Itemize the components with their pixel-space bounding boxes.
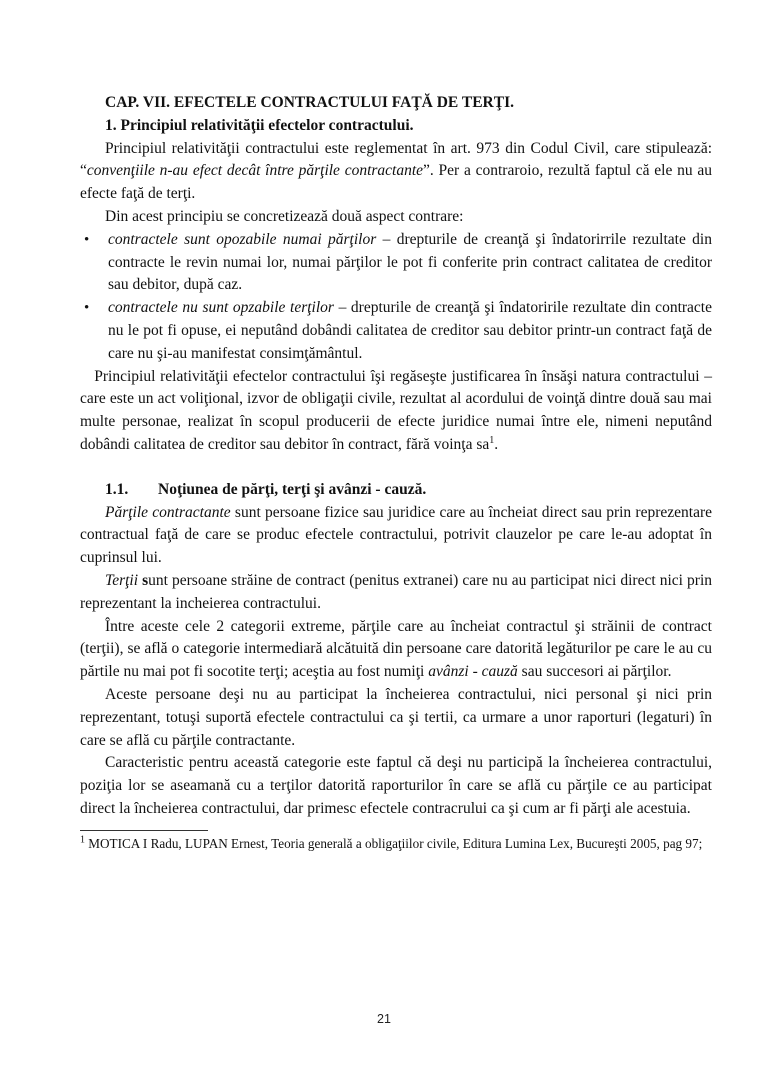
chapter-title: CAP. VII. EFECTELE CONTRACTULUI FAŢĂ DE TERŢI.	[105, 94, 514, 111]
paragraph-4-text: sunt persoane fizice sau juridice care au încheiat direct sau prin reprezentare contractual faţă de care se produc efectele contractului, potrivit clauzelor pe care le-au adoptat în cuprinsul lui.	[80, 503, 713, 567]
section-1-title: 1. Principiul relativităţii efectelor contractului.	[105, 116, 414, 134]
bullet-item-2	[108, 297, 712, 365]
paragraph-4-italic: Părţile contractante	[105, 503, 231, 521]
bullet-item-2-text: – drepturile de creanţă şi îndatoririle rezultate din contracte nu le pot fi opuse, ei neputând dobândi calitatea de creditor sau debitor printr-un contract faţă de care nu şi-au manifestat consimţământul.	[108, 299, 712, 362]
section-1-1-number: 1.1.	[105, 480, 129, 498]
document-page	[80, 92, 712, 853]
bullet-item-1-text: – drepturile de creanţă şi îndatorirrile rezultate din contracte le revin numai lor, numai părţilor le pot fi conferite prin contract calitatea de creditor sau debitor, după caz.	[108, 230, 712, 294]
page-number: 21	[377, 1012, 391, 1026]
footnote-1-number: 1	[80, 834, 85, 846]
bullet-list	[80, 229, 712, 366]
paragraph-5-italic: Terţii	[105, 571, 139, 589]
paragraph-6-text-b: sau succesori ai părţilor.	[517, 663, 672, 681]
paragraph-1-text-a: Principiul relativităţii contractului este reglementat în art. 973 din Codul Civil, care stipulează: “	[80, 139, 712, 180]
bullet-item-1	[108, 229, 712, 297]
paragraph-5	[80, 570, 712, 616]
footnote-ref-1[interactable]: 1	[489, 434, 495, 446]
paragraph-1	[80, 138, 712, 206]
paragraph-8: Caracteristic pentru această categorie este faptul că deşi nu participă la încheierea contractului, poziţia lor se aseamană cu a terţilor datorită raporturilor în care se află cu părţile ce au participat direct la încheierea contractului, dar primesc efectele contracrului ca şi cum ar fi părţi ale acestuia.	[80, 754, 712, 817]
paragraph-1-text-b: ”. Per a contraroio, rezultă faptul că ele nu au efecte faţă de terţi.	[80, 162, 713, 203]
footnote-1-text: MOTICA I Radu, LUPAN Ernest, Teoria generală a obligaţiilor civile, Editura Lumina Lex, Bucureşti 2005, pag 97;	[85, 835, 703, 851]
paragraph-5-bold: s	[138, 571, 149, 589]
paragraph-6-text-a: Între aceste cele 2 categorii extreme, părţile care au încheiat contractul şi străinii de contract (terţii), se află o categorie intermediară alcătuită din persoane care datorită legăturilor pe care le au cu părtile nu mai pot fi socotite terţi; aceştia au fost numiţi	[80, 617, 712, 681]
footnote-1	[80, 835, 712, 853]
section-1-1-title-text: Noţiunea de părţi, terţi şi avânzi - cauză.	[158, 480, 427, 498]
paragraph-4	[80, 502, 712, 570]
section-1-1-title	[80, 479, 712, 502]
bullet-item-1-italic: contractele sunt opozabile numai părţilor	[108, 230, 377, 248]
paragraph-1-quote: convenţiile n-au efect decât între părţile contractante	[86, 162, 424, 180]
paragraph-3-text: Principiul relativităţii efectelor contractului îşi regăseşte justificarea în însăşi natura contractului – care este un act voliţional, izvor de obligaţii civile, rezultat al acordului de voinţă dintre două sau mai multe personae, realizat în scopul producerii de efecte juridice numai între ele, nimeni neputând dobândi calitatea de creditor sau debitor în contract, fără voinţa sa	[80, 367, 713, 453]
paragraph-2: Din acest principiu se concretizează două aspect contrare:	[105, 207, 464, 225]
paragraph-3	[80, 366, 712, 457]
paragraph-6	[80, 616, 712, 684]
bullet-item-2-italic: contractele nu sunt opzabile terţilor	[108, 299, 334, 317]
paragraph-6-italic: avânzi - cauză	[428, 663, 518, 681]
paragraph-5-text: unt persoane străine de contract (penitus extranei) care nu au participat nici direct nici prin reprezentant la incheierea contractului.	[80, 571, 712, 612]
paragraph-7: Aceste persoane deşi nu au participat la încheierea contractului, nici personal şi nici prin reprezentant, totuşi suportă efectele contractului ca şi tertii, ca urmare a unor raporturi (legaturi) în care se află cu părţile contractante.	[80, 685, 712, 749]
paragraph-3-end: .	[494, 435, 499, 453]
footnote-separator	[80, 830, 208, 831]
